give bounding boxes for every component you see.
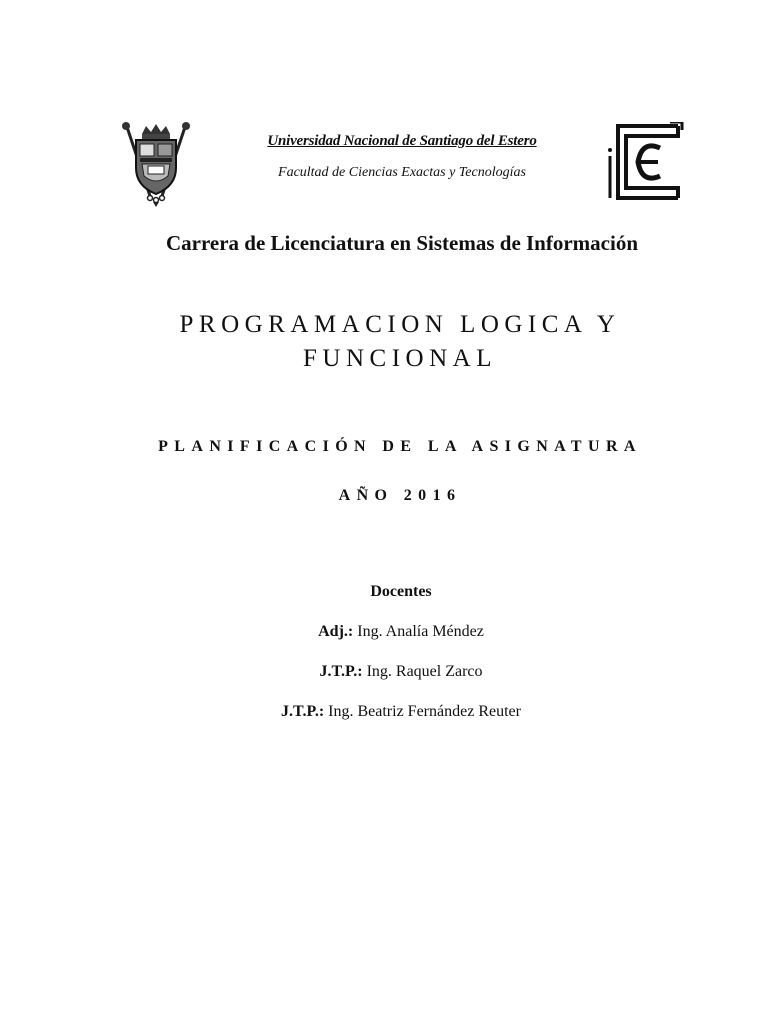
university-crest-icon: [120, 120, 192, 208]
planning-title: PLANIFICACIÓN DE LA ASIGNATURA: [158, 438, 642, 455]
career-title: Carrera de Licenciatura en Sistemas de Información: [165, 231, 639, 255]
teacher-role: J.T.P.:: [281, 703, 325, 720]
teachers-heading: Docentes: [370, 583, 432, 600]
university-name: Universidad Nacional de Santiago del Estero: [267, 133, 537, 149]
subject-title-line-2: FUNCIONAL: [303, 345, 497, 372]
university-header: [200, 130, 604, 182]
teacher-name: Ing. Raquel Zarco: [366, 663, 483, 680]
teacher-role: Adj.:: [318, 623, 354, 640]
teacher-row: [0, 620, 768, 644]
fcet-logo-icon: [608, 122, 684, 202]
subject-title: [100, 308, 700, 376]
teacher-role: J.T.P.:: [319, 663, 363, 680]
teacher-row: [0, 700, 768, 724]
teachers-section: [0, 580, 768, 740]
teacher-name: Ing. Beatriz Fernández Reuter: [328, 703, 521, 720]
faculty-name: Facultad de Ciencias Exactas y Tecnologías: [278, 165, 526, 180]
subject-title-line-1: PROGRAMACION LOGICA Y: [179, 311, 621, 338]
year-label: AÑO 2016: [338, 487, 462, 504]
teacher-row: [0, 660, 768, 684]
teacher-name: Ing. Analía Méndez: [357, 623, 484, 640]
